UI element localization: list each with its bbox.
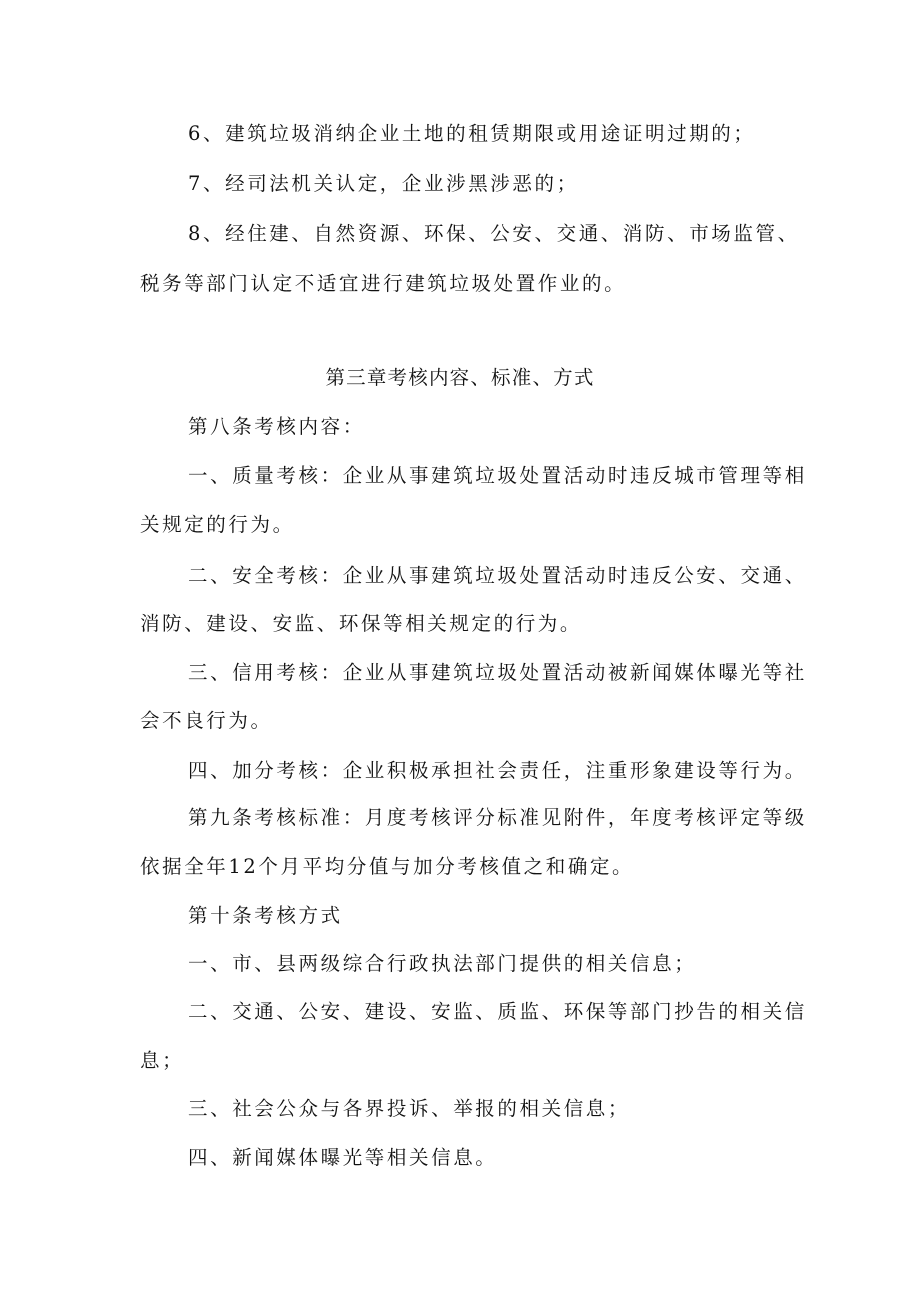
article-8-item-3-line-2: 会不良行为。 — [140, 709, 273, 732]
article-10-item-3: 三、社会公众与各界投诉、举报的相关信息； — [188, 1097, 631, 1120]
item-6: 6、建筑垃圾消纳企业土地的租赁期限或用途证明过期的； — [188, 122, 756, 145]
article-8-heading: 第八条考核内容： — [188, 415, 365, 438]
item-8-line-1: 8、经住建、自然资源、环保、公安、交通、消防、市场监管、 — [188, 222, 800, 245]
item-8-line-2: 税务等部门认定不适宜进行建筑垃圾处置作业的。 — [140, 272, 627, 295]
chapter-title: 第三章考核内容、标准、方式 — [325, 366, 595, 389]
article-8-item-1-line-2: 关规定的行为。 — [140, 513, 295, 536]
article-10-item-2-line-1: 二、交通、公安、建设、安监、质监、环保等部门抄告的相关信 — [188, 1000, 807, 1023]
article-8-item-4: 四、加分考核：企业积极承担社会责任，注重形象建设等行为。 — [188, 759, 807, 782]
item-7: 7、经司法机关认定，企业涉黑涉恶的； — [188, 172, 579, 195]
article-10-item-1: 一、市、县两级综合行政执法部门提供的相关信息； — [188, 952, 697, 975]
article-8-item-3-line-1: 三、信用考核：企业从事建筑垃圾处置活动被新闻媒体曝光等社 — [188, 661, 807, 684]
article-8-item-1-line-1: 一、质量考核：企业从事建筑垃圾处置活动时违反城市管理等相 — [188, 464, 807, 487]
article-10-item-4: 四、新闻媒体曝光等相关信息。 — [188, 1146, 498, 1169]
article-10-item-2-line-2: 息； — [140, 1049, 185, 1072]
article-8-item-2-line-1: 二、安全考核：企业从事建筑垃圾处置活动时违反公安、交通、 — [188, 564, 807, 587]
article-9-line-2: 依据全年12个月平均分值与加分考核值之和确定。 — [140, 855, 635, 878]
article-10-heading: 第十条考核方式 — [188, 904, 343, 927]
article-8-item-2-line-2: 消防、建设、安监、环保等相关规定的行为。 — [140, 612, 583, 635]
article-9-line-1: 第九条考核标准：月度考核评分标准见附件，年度考核评定等级 — [188, 806, 807, 829]
